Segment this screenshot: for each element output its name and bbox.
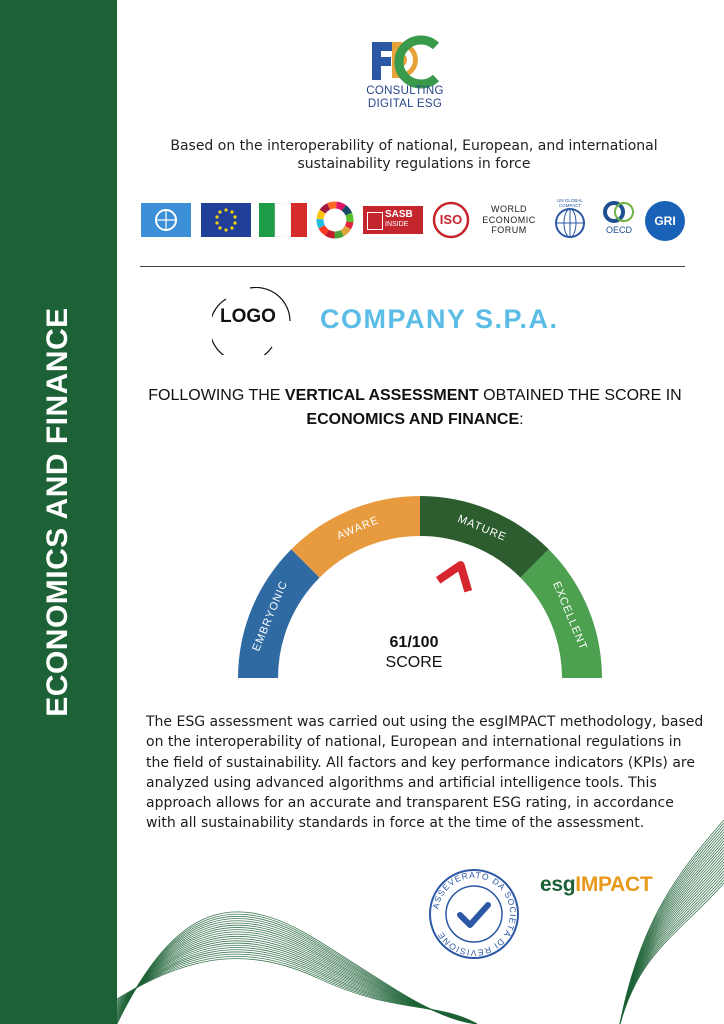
wave-line bbox=[117, 925, 477, 1024]
italy-flag-icon bbox=[259, 203, 307, 237]
gri-label: GRI bbox=[654, 214, 676, 228]
gauge-segment-embryonic bbox=[238, 549, 320, 678]
company-logo-text: LOGO bbox=[220, 306, 276, 327]
wave-line bbox=[117, 952, 477, 1024]
wef-line-2: ECONOMIC bbox=[482, 214, 536, 225]
gauge-label-excellent: EXCELLENT bbox=[550, 579, 590, 653]
wave-line bbox=[620, 841, 724, 1024]
wave-line bbox=[117, 927, 477, 1024]
score-label: SCORE bbox=[385, 654, 443, 671]
oecd-label: OECD bbox=[605, 225, 632, 235]
wave-line bbox=[620, 880, 724, 1024]
intro-text: Based on the interoperability of national, European, and international sustainability regulations in force bbox=[170, 138, 658, 172]
wave-line bbox=[620, 883, 724, 1024]
wave-line bbox=[117, 959, 477, 1024]
sasb-sub: INSIDE bbox=[385, 221, 409, 228]
gauge-label-aware: AWARE bbox=[335, 514, 381, 543]
gauge-segment-aware bbox=[291, 496, 420, 578]
decorative-waves-right bbox=[560, 780, 724, 1024]
wave-line bbox=[117, 923, 477, 1024]
assessment-heading bbox=[140, 384, 690, 432]
wef-badge bbox=[477, 204, 541, 238]
esgimpact-logo bbox=[540, 873, 652, 897]
methodology-text: The ESG assessment was carried out using the esgIMPACT methodology, based on the interoperability of national, European and international regulations in the field of sustainability. All factors and key performance indicators (KPIs) are analyzed using advanced algorithms and artificial intelligence tools. This approach allows for an accurate and transparent ESG rating, in accordance with all sustainability standards in force at the time of the assessment. bbox=[146, 714, 704, 832]
sidebar-title: ECONOMICS AND FINANCE bbox=[41, 307, 74, 717]
decorative-waves-left bbox=[117, 880, 477, 1024]
wave-line bbox=[117, 945, 477, 1024]
brand-line-1: CONSULTING bbox=[366, 85, 444, 97]
iso-badge bbox=[431, 200, 471, 240]
stamp-text: ASSEVERATO DA SOCIETÀ DI REVISIONE bbox=[430, 869, 519, 959]
sidebar bbox=[0, 0, 117, 1024]
company-logo bbox=[212, 287, 292, 355]
gauge-segment-mature bbox=[420, 496, 549, 578]
gri-badge bbox=[645, 201, 685, 241]
score-value: 61/100 bbox=[389, 634, 439, 651]
esg-wordmark: esg bbox=[540, 873, 576, 896]
svg-text:ASSEVERATO DA SOCIETÀ DI REVIS bbox=[430, 870, 518, 958]
sdg-wheel-icon bbox=[315, 200, 355, 240]
gauge-segment-excellent bbox=[520, 549, 602, 678]
wave-line bbox=[620, 835, 724, 1024]
wave-line bbox=[620, 832, 724, 1024]
eu-flag-icon bbox=[201, 203, 251, 237]
sasb-label: SASB bbox=[385, 209, 413, 220]
iso-label: ISO bbox=[439, 212, 463, 227]
un-global-compact-badge bbox=[547, 198, 593, 244]
wave-line bbox=[117, 921, 477, 1024]
assessment-prefix: FOLLOWING THE bbox=[148, 387, 285, 404]
impact-wordmark: IMPACT bbox=[575, 873, 653, 896]
audit-stamp bbox=[426, 866, 522, 962]
assessment-highlight-2: ECONOMICS AND FINANCE bbox=[306, 411, 520, 428]
assessment-middle: OBTAINED THE SCORE IN bbox=[478, 387, 682, 404]
gauge-needle bbox=[438, 560, 476, 592]
assessment-highlight-1: VERTICAL ASSESSMENT bbox=[284, 387, 479, 404]
assessment-suffix: : bbox=[519, 411, 524, 428]
divider bbox=[140, 266, 685, 267]
wef-line-3: FORUM bbox=[491, 225, 527, 235]
un-flag-icon bbox=[141, 203, 191, 237]
gauge-label-mature: MATURE bbox=[455, 512, 509, 544]
company-name: COMPANY S.P.A. bbox=[320, 304, 559, 334]
brand-line-2: DIGITAL ESG bbox=[367, 98, 443, 110]
gauge-label-embryonic: EMBRYONIC bbox=[250, 578, 291, 654]
standards-badges bbox=[141, 198, 686, 244]
sasb-badge bbox=[363, 206, 423, 234]
ungc-label: UN GLOBAL COMPACT bbox=[557, 198, 583, 208]
wef-line-1: WORLD bbox=[491, 204, 527, 214]
oecd-badge bbox=[597, 200, 641, 240]
